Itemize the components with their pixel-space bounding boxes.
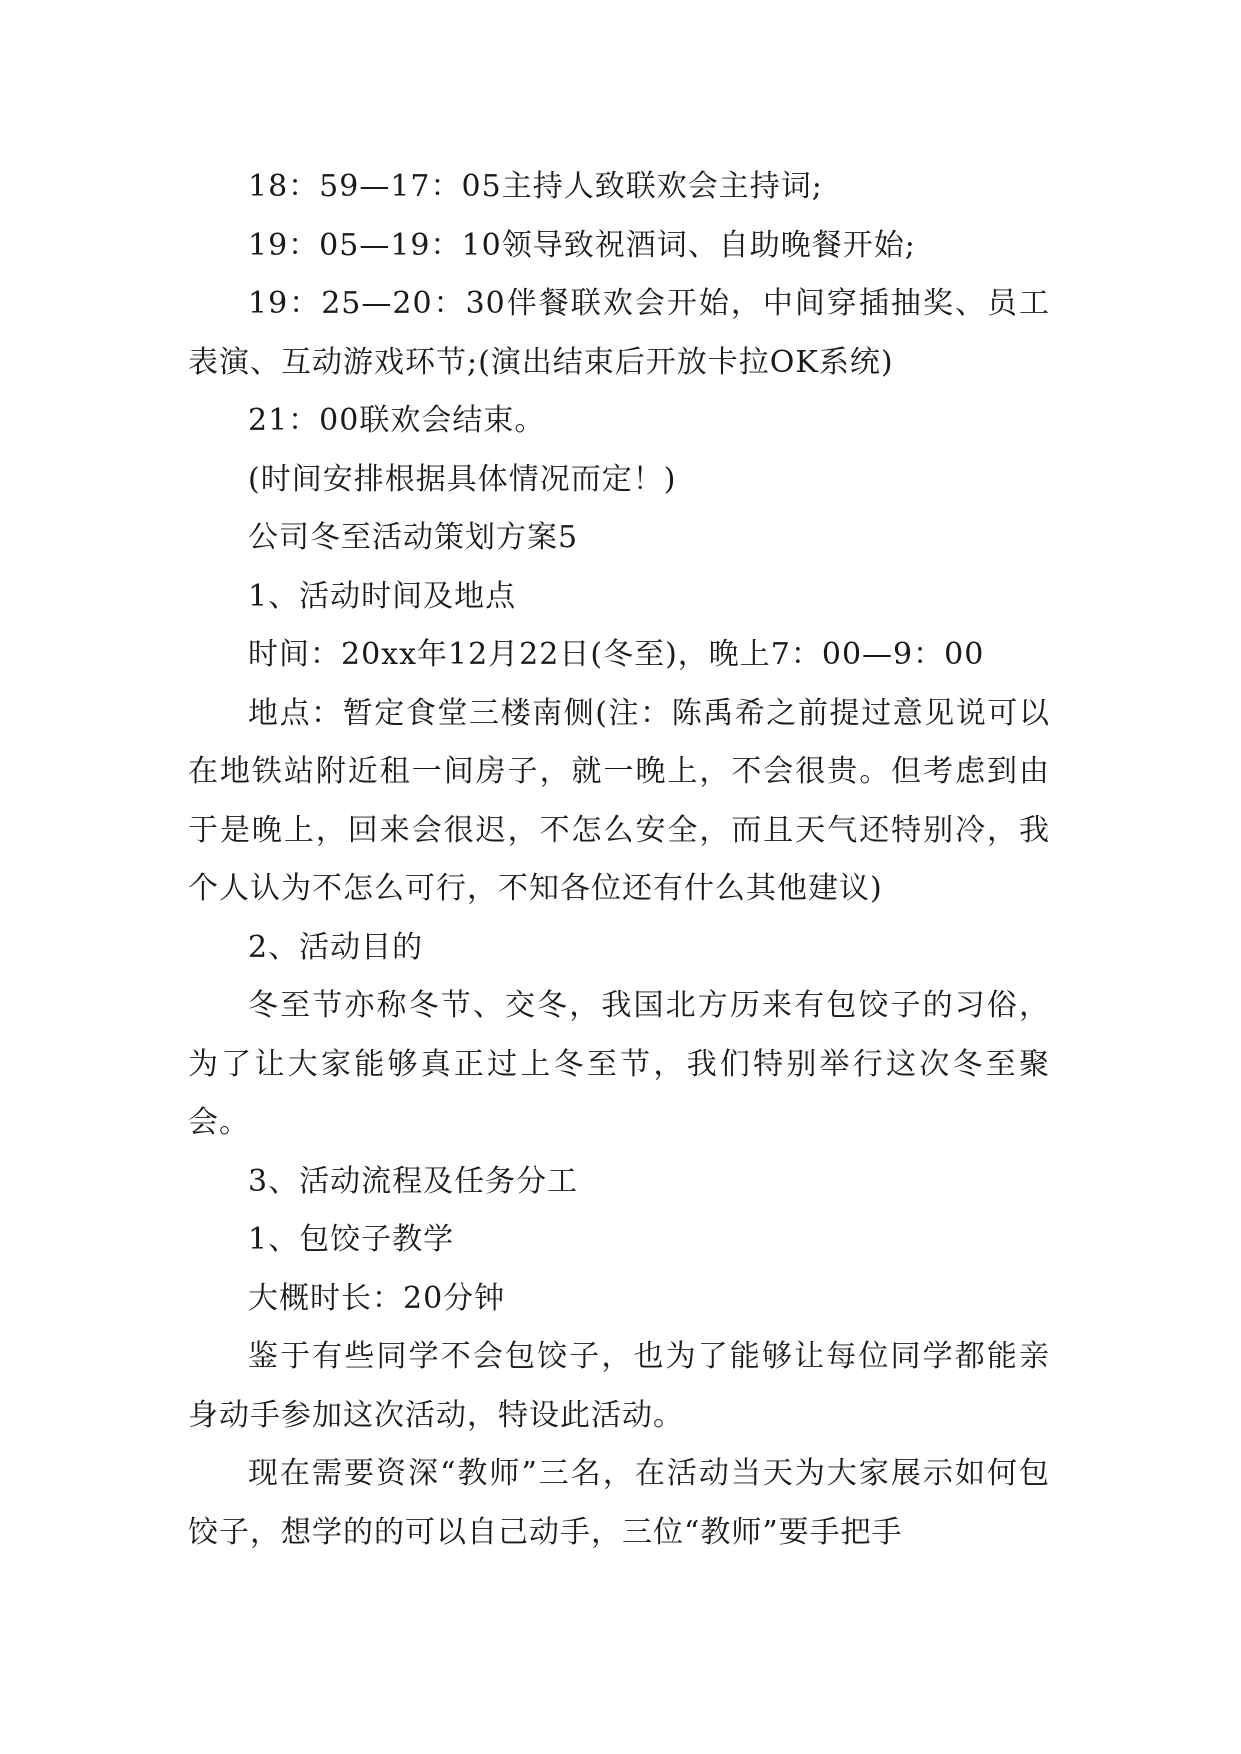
section-title: 公司冬至活动策划方案5: [248, 520, 579, 555]
paragraph: 现在需要资深“教师”三名，在活动当天为大家展示如何包饺子，想学的的可以自己动手，三位“教师”要手把手: [188, 1456, 1050, 1550]
section-heading: 1、活动时间及地点: [248, 578, 517, 614]
paragraph: 大概时长：20分钟: [248, 1280, 506, 1316]
paragraph: 冬至节亦称冬节、交冬，我国北方历来有包饺子的习俗，为了让大家能够真正过上冬至节，我们特别举行这次冬至聚会。: [188, 988, 1050, 1140]
paragraph: 时间：20xx年12月22日(冬至)，晚上7：00—9：00: [248, 637, 985, 672]
section-heading: 2、活动目的: [248, 929, 424, 965]
paragraph: 19：05—19：10领导致祝酒词、自助晚餐开始;: [248, 227, 916, 263]
paragraph: 21：00联欢会结束。: [248, 403, 546, 438]
paragraph: 18：59—17：05主持人致联欢会主持词;: [248, 169, 823, 204]
paragraph: 鉴于有些同学不会包饺子，也为了能够让每位同学都能亲身动手参加这次活动，特设此活动。: [188, 1339, 1050, 1433]
section-heading: 1、包饺子教学: [248, 1222, 455, 1257]
document-body: [188, 158, 1050, 1562]
paragraph: 地点：暂定食堂三楼南侧(注：陈禹希之前提过意见说可以在地铁站附近租一间房子，就一晚上，不会很贵。但考虑到由于是晚上，回来会很迟，不怎么安全，而且天气还特别冷，我个人认为不怎么可行，不知各位还有什么其他建议): [188, 695, 1050, 906]
paragraph: (时间安排根据具体情况而定！): [248, 461, 677, 497]
paragraph: 19：25—20：30伴餐联欢会开始，中间穿插抽奖、员工表演、互动游戏环节;(演出结束后开放卡拉OK系统): [188, 286, 1050, 380]
section-heading: 3、活动流程及任务分工: [248, 1163, 579, 1199]
